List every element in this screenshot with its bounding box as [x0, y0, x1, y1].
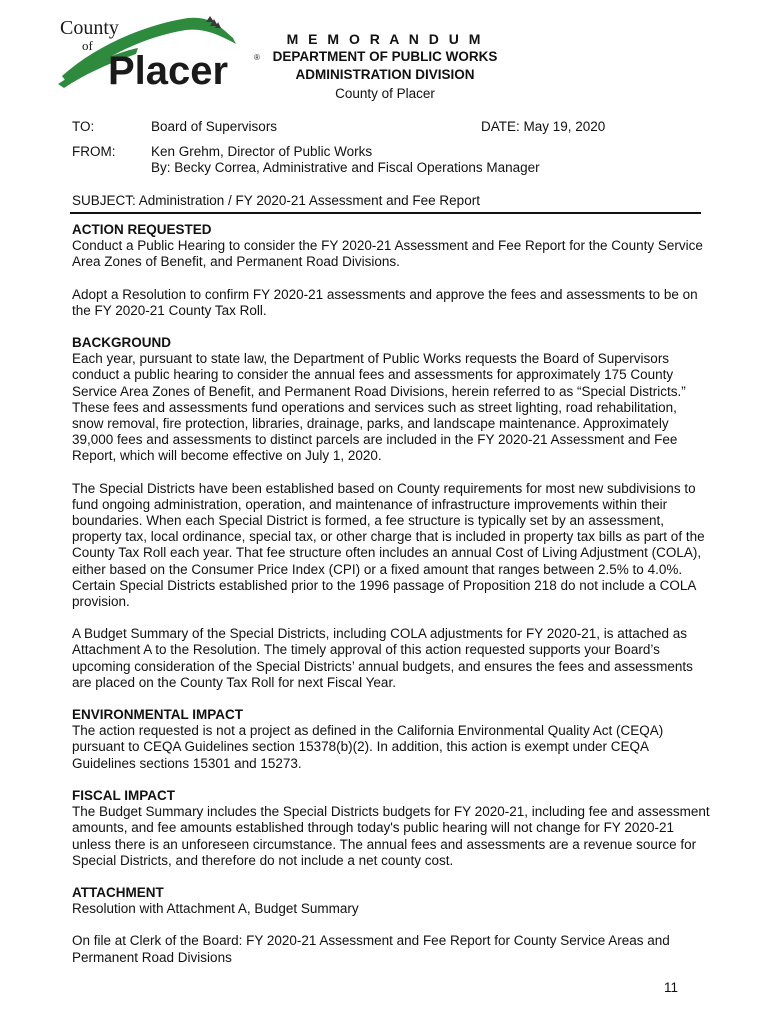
division-name: ADMINISTRATION DIVISION	[295, 67, 475, 82]
heading-background: BACKGROUND	[72, 335, 171, 351]
attachment-paragraph-2: On file at Clerk of the Board: FY 2020-21 Assessment and Fee Report for County Service Areas and Permanent Road Divisions	[72, 933, 670, 965]
county-name: County of Placer	[335, 86, 435, 101]
from-line-2: By: Becky Correa, Administrative and Fiscal Operations Manager	[151, 160, 540, 175]
background-paragraph-2: The Special Districts have been established based on County requirements for most new subdivisions to fund ongoing administration, operation, and maintenance of infrastructure improvements within their boundaries. When each Special District is formed, a fee structure is typically set by an assessment, property tax, local ordinance, special tax, or other charge that is included in property tax bills as part of the County Tax Roll each year. That fee structure often includes an annual Cost of Living Adjustment (COLA), either based on the Consumer Price Index (CPI) or a fixed amount that ranges between 2.5% to 4.0%. Certain Special Districts established prior to the 1996 passage of Proposition 218 do not include a COLA provision.	[72, 480, 705, 610]
from-label: FROM:	[72, 144, 116, 159]
action-paragraph-2: Adopt a Resolution to confirm FY 2020-21 assessments and approve the fees and assessments to be on the FY 2020-21 County Tax Roll.	[72, 286, 698, 318]
to-value: Board of Supervisors	[151, 119, 278, 134]
from-line-1: Ken Grehm, Director of Public Works	[151, 144, 373, 159]
logo-placer-text: Placer	[108, 49, 229, 92]
memo-subject: SUBJECT: Administration / FY 2020-21 Assessment and Fee Report	[72, 193, 480, 208]
to-label: TO:	[72, 119, 95, 134]
fiscal-paragraph: The Budget Summary includes the Special Districts budgets for FY 2020-21, including fee and assessment amounts, and fee amounts established through today's public hearing will not change for FY 2020-21 unless there is an unforeseen circumstance. The annual fees and assessments are a revenue source for Special Districts, and therefore do not include a net county cost.	[72, 804, 710, 868]
attachment-paragraph-1: Resolution with Attachment A, Budget Summary	[72, 901, 359, 917]
action-paragraph-1: Conduct a Public Hearing to consider the FY 2020-21 Assessment and Fee Report for the County Service Area Zones of Benefit, and Permanent Road Divisions.	[72, 238, 703, 270]
heading-attachment: ATTACHMENT	[72, 884, 164, 900]
memo-title: M E M O R A N D U M	[286, 31, 484, 47]
logo-registered-mark: ®	[254, 53, 260, 62]
page-number: 11	[664, 980, 679, 995]
memo-header	[255, 30, 515, 103]
memo-body	[72, 222, 712, 966]
logo-of-text: of	[82, 38, 93, 53]
county-of-placer-logo	[58, 14, 268, 92]
logo-county-text: County	[60, 17, 119, 39]
background-paragraph-1: Each year, pursuant to state law, the Department of Public Works requests the Board of Supervisors conduct a public hearing to consider the annual fees and assessments for approximately 175 County Service Area Zones of Benefit, and Permanent Road Divisions, herein referred to as “Special Districts.” These fees and assessments fund operations and services such as street lighting, road rehabilitation, snow removal, fire protection, libraries, drainage, parks, and landscape maintenance. Approximately 39,000 fees and assessments to distinct parcels are included in the FY 2020-21 Assessment and Fee Report, which will become effective on July 1, 2020.	[72, 351, 686, 464]
heading-action-requested: ACTION REQUESTED	[72, 222, 212, 237]
environmental-paragraph: The action requested is not a project as defined in the California Environmental Quality Act (CEQA) pursuant to CEQA Guidelines section 15378(b)(2). In addition, this action is exempt under CEQA Guidelines sections 15301 and 15273.	[72, 723, 664, 771]
department-name: DEPARTMENT OF PUBLIC WORKS	[272, 49, 498, 64]
heading-environmental-impact: ENVIRONMENTAL IMPACT	[72, 707, 243, 723]
background-paragraph-3: A Budget Summary of the Special Districts, including COLA adjustments for FY 2020-21, is attached as Attachment A to the Resolution. The timely approval of this action requested supports your Board’s upcoming consideration of the Special Districts’ annual budgets, and ensures the fees and assessments are placed on the County Tax Roll for next Fiscal Year.	[72, 626, 693, 690]
memo-date: DATE: May 19, 2020	[481, 119, 606, 134]
header-divider	[70, 212, 701, 214]
heading-fiscal-impact: FISCAL IMPACT	[72, 787, 175, 803]
